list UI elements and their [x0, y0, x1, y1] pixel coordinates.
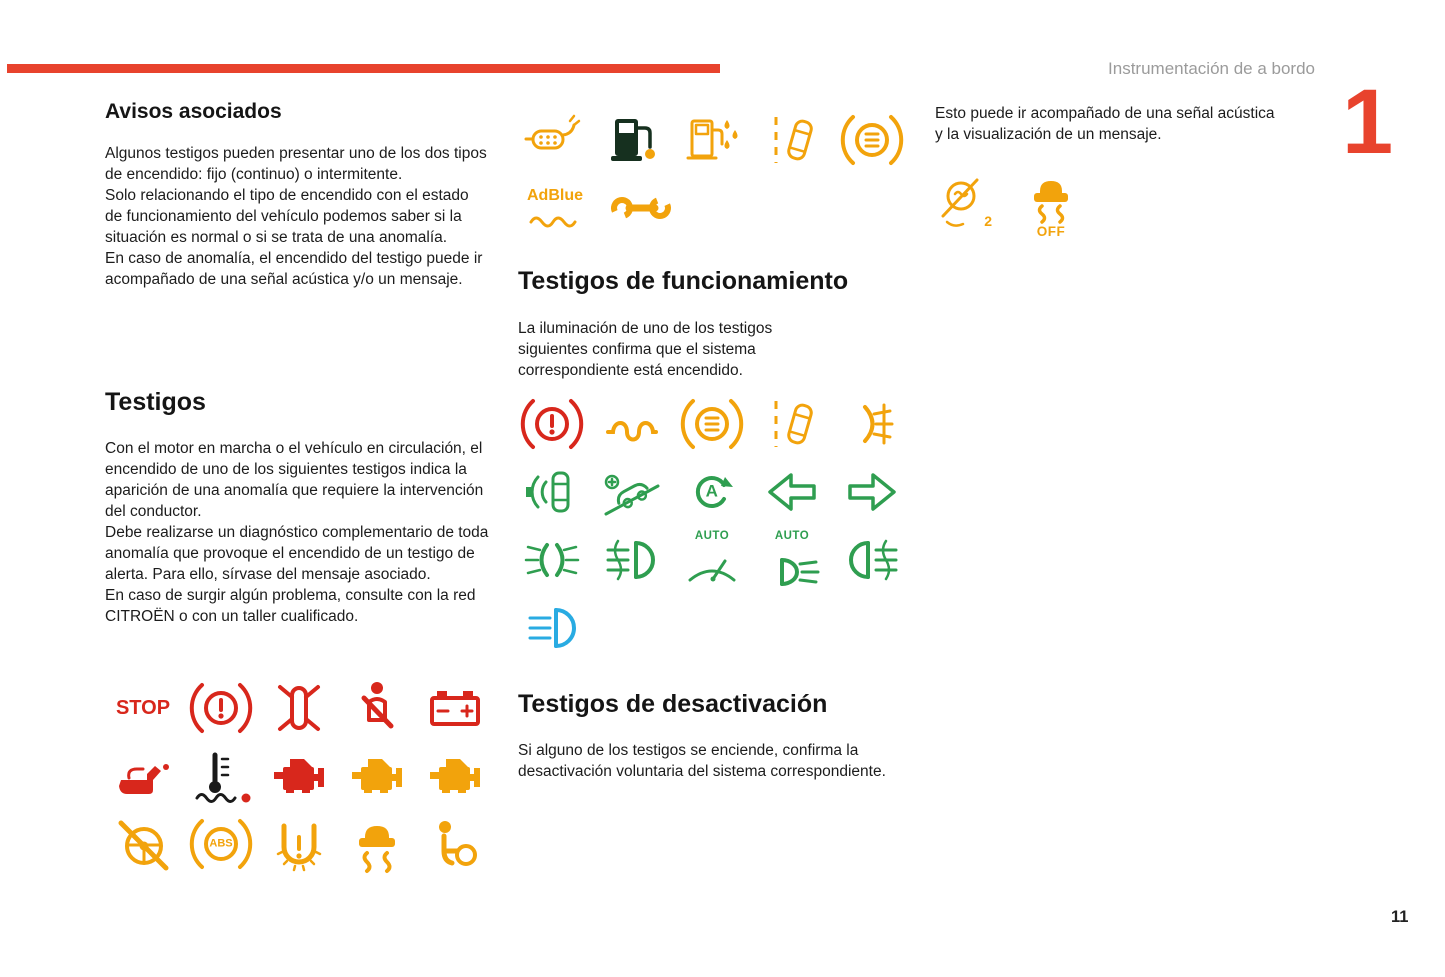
- heading-avisos-asociados: Avisos asociados: [105, 100, 282, 123]
- esp-asr-warning-icon: [345, 812, 409, 876]
- coolant-temperature-warning-icon: [189, 744, 253, 808]
- paragraph: Si alguno de los testigos se enciende, confirma la desactivación voluntaria del sistema correspondiente.: [518, 742, 886, 780]
- turn-right-indicator-icon: [840, 460, 904, 524]
- chapter-number: 1: [1342, 71, 1394, 173]
- service-icon: [609, 176, 673, 240]
- front-fog-lights-icon: [600, 528, 664, 592]
- parking-brake-icon: [840, 108, 904, 172]
- deactivation-lights-row: [922, 172, 1094, 239]
- engine-autodiagnosis-warning-icon: [267, 744, 331, 808]
- adblue-icon: [523, 176, 587, 240]
- lane-departure-icon: [760, 108, 824, 172]
- abs-warning-label: ABS: [209, 837, 233, 850]
- preheating-glow-plugs-icon: [600, 392, 664, 456]
- avisos-text: [105, 143, 487, 290]
- warning-lights-grid: [104, 676, 494, 876]
- rear-fog-lights-icon: [840, 528, 904, 592]
- airbag-warning-icon: [423, 812, 487, 876]
- funcionamiento-text: [518, 318, 823, 381]
- brake-warning-icon: [189, 676, 253, 740]
- fuel-low-icon: [600, 108, 664, 172]
- sidelights-icon: [840, 392, 904, 456]
- stop-warning-icon: [111, 676, 175, 740]
- paragraph: Debe realizarse un diagnóstico complementario de toda anomalía que provoque el encendido de un testigo de alerta. Para ello, sírvase del mensaje asociado.: [105, 524, 489, 583]
- auto-wipers-label: AUTO: [694, 530, 730, 542]
- paragraph: Esto puede ir acompañado de una señal acústica y la visualización de un mensaje.: [935, 105, 1275, 143]
- adblue-label: AdBlue: [527, 187, 583, 204]
- turn-left-indicator-icon: [760, 460, 824, 524]
- electric-parking-brake-icon: [680, 392, 744, 456]
- auto-wipers-icon: [680, 528, 744, 592]
- doors-open-warning-icon: [267, 676, 331, 740]
- engine-warning-icon: [345, 744, 409, 808]
- heading-desactivacion: Testigos de desactivación: [518, 690, 828, 718]
- hill-start-assist-icon: [600, 460, 664, 524]
- accent-bar: [7, 64, 720, 73]
- fuel-additive-icon: [680, 108, 744, 172]
- parking-assistance-icon: [520, 460, 584, 524]
- auto-headlights-label: AUTO: [774, 530, 810, 542]
- testigos-text: [105, 438, 493, 627]
- power-steering-warning-icon: [111, 812, 175, 876]
- paragraph: En caso de surgir algún problema, consulte con la red CITROËN o con un taller cualificado.: [105, 587, 476, 625]
- stop-start-icon: [680, 460, 744, 524]
- stop-warning-label: STOP: [115, 697, 171, 719]
- engine-restart-disabled-icon: [933, 172, 997, 236]
- paragraph: La iluminación de uno de los testigos siguientes confirma que el sistema correspondiente está encendido.: [518, 320, 773, 379]
- right-note-text: [935, 103, 1275, 145]
- oil-pressure-warning-icon: [111, 744, 175, 808]
- esp-asr-off-label: OFF: [1036, 223, 1066, 239]
- alert-lights-row: [512, 108, 912, 172]
- seatbelt-warning-icon: [345, 676, 409, 740]
- heading-funcionamiento: Testigos de funcionamiento: [518, 267, 849, 295]
- parking-brake-on-icon: [520, 392, 584, 456]
- abs-warning-icon: [189, 812, 253, 876]
- paragraph: Con el motor en marcha o el vehículo en circulación, el encendido de uno de los siguientes testigos indica la aparición de una anomalía que requiere la intervención del conductor.: [105, 440, 484, 520]
- page-header-title: Instrumentación de a bordo: [1108, 59, 1315, 78]
- heading-testigos: Testigos: [105, 388, 206, 416]
- paragraph: Algunos testigos pueden presentar uno de los dos tipos de encendido: fijo (continuo) o intermitente.: [105, 145, 487, 183]
- particulate-filter-icon: [520, 108, 584, 172]
- adblue-service-row: [512, 176, 684, 240]
- esp-asr-off-icon: [1019, 172, 1083, 239]
- battery-charge-warning-icon: [423, 676, 487, 740]
- tire-underinflation-warning-icon: [267, 812, 331, 876]
- paragraph: Solo relacionando el tipo de encendido con el estado de funcionamiento del vehículo podemos saber si la situación es normal o si se trata de una anomalía.: [105, 187, 469, 246]
- auto-headlights-icon: [760, 528, 824, 592]
- position-lights-icon: [520, 528, 584, 592]
- desactivacion-text: [518, 740, 908, 782]
- stop-start-label: A: [705, 481, 718, 501]
- emissions-warning-icon: [423, 744, 487, 808]
- function-lights-grid: [512, 392, 912, 660]
- page-number: 11: [1391, 908, 1409, 926]
- main-beam-headlights-icon: [520, 596, 584, 660]
- engine-restart-disabled-label: 2: [984, 213, 992, 229]
- lane-departure-active-icon: [760, 392, 824, 456]
- paragraph: En caso de anomalía, el encendido del testigo puede ir acompañado de una señal acústica y/o un mensaje.: [105, 250, 483, 288]
